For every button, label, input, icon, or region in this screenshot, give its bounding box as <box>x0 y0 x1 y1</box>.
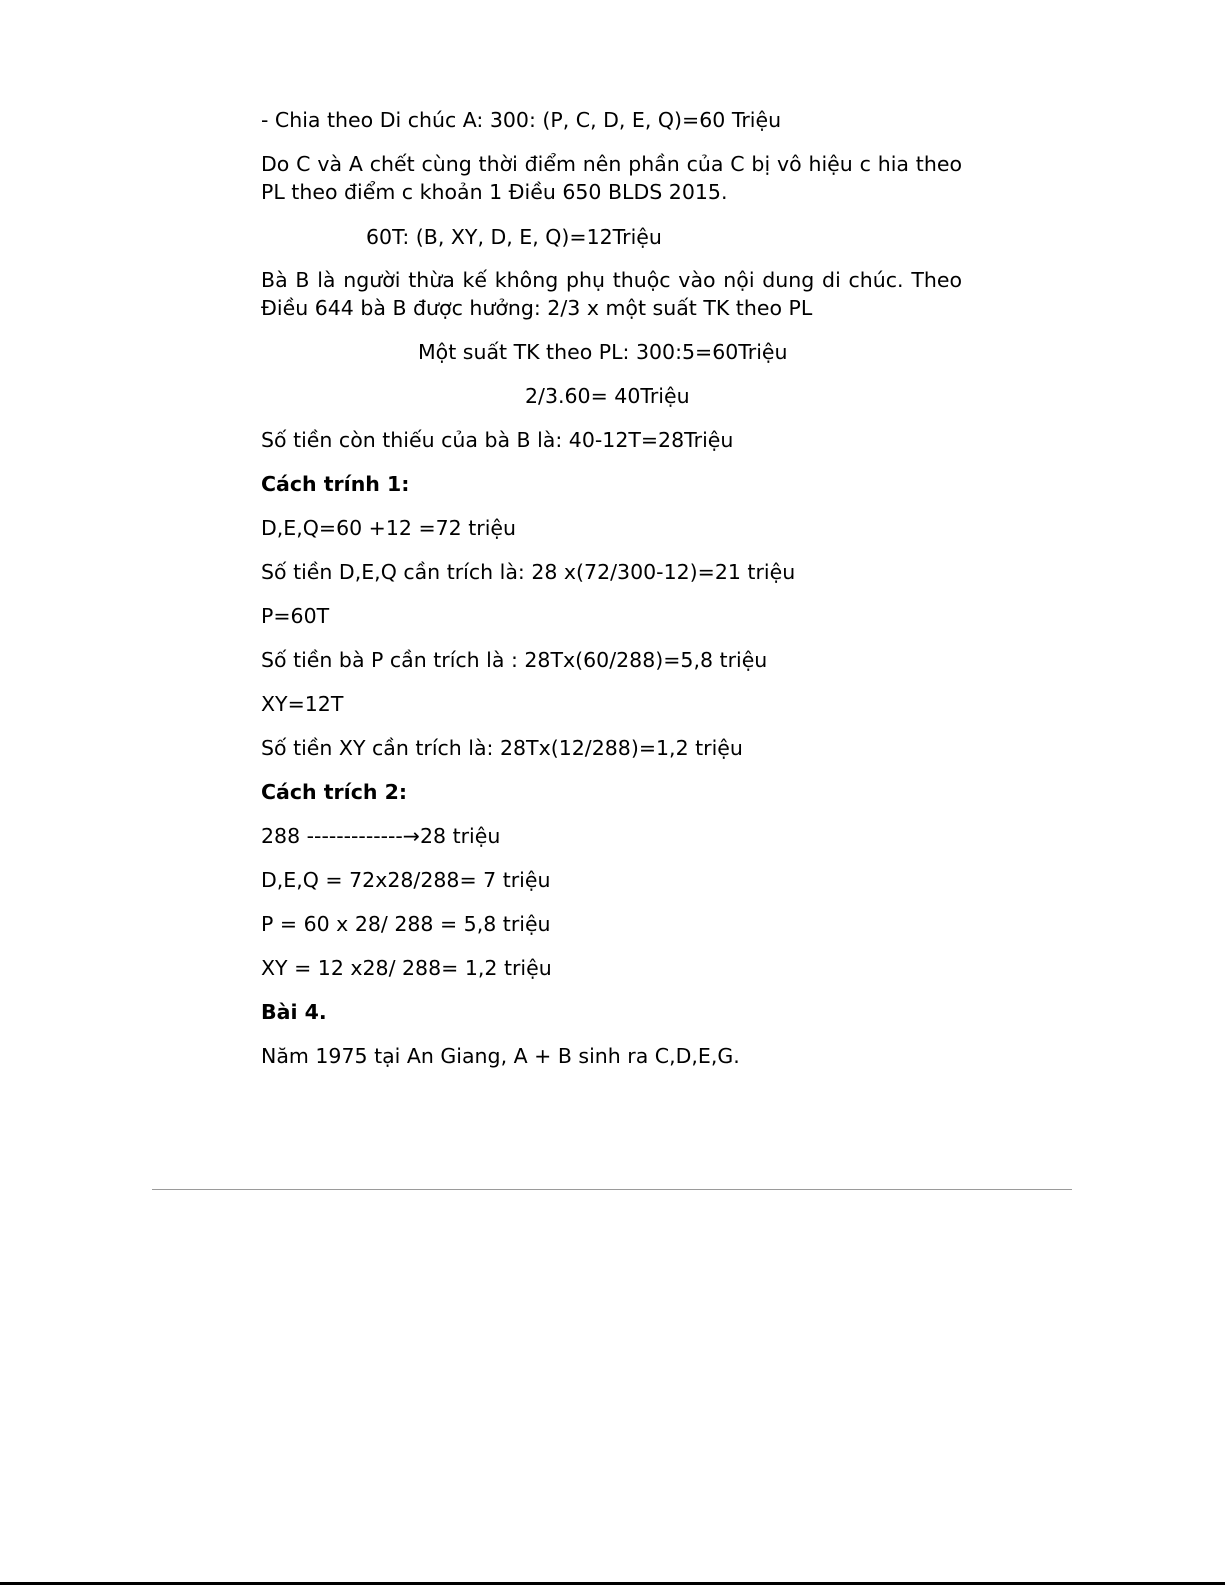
text-paragraph: Bà B là người thừa kế không phụ thuộc vào nội dung di chúc. Theo Điều 644 bà B được hưởng: 2/3 x một suất TK theo PL <box>261 268 962 320</box>
text-line: Năm 1975 tại An Giang, A + B sinh ra C,D,E,G. <box>261 1044 740 1068</box>
text-line: 60T: (B, XY, D, E, Q)=12Triệu <box>366 225 662 249</box>
text-line: D,E,Q = 72x28/288= 7 triệu <box>261 868 551 892</box>
section-heading: Cách trính 1: <box>261 472 410 496</box>
text-line: XY=12T <box>261 692 344 716</box>
text-line: D,E,Q=60 +12 =72 triệu <box>261 516 517 540</box>
text-line: Một suất TK theo PL: 300:5=60Triệu <box>418 340 788 364</box>
document-body <box>261 101 962 1070</box>
text-line: Số tiền D,E,Q cần trích là: 28 x(72/300-12)=21 triệu <box>261 560 796 584</box>
text-line: 2/3.60= 40Triệu <box>525 384 690 408</box>
text-line: XY = 12 x28/ 288= 1,2 triệu <box>261 956 552 980</box>
text-line: 288 -------------→28 triệu <box>261 824 501 848</box>
text-line: Số tiền XY cần trích là: 28Tx(12/288)=1,2 triệu <box>261 736 743 760</box>
text-line: P = 60 x 28/ 288 = 5,8 triệu <box>261 912 551 936</box>
text-line: - Chia theo Di chúc A: 300: (P, C, D, E, Q)=60 Triệu <box>261 108 782 132</box>
section-heading: Cách trích 2: <box>261 780 408 804</box>
text-line: Số tiền còn thiếu của bà B là: 40-12T=28Triệu <box>261 428 734 452</box>
page-divider <box>152 1189 1072 1190</box>
text-paragraph: Do C và A chết cùng thời điểm nên phần của C bị vô hiệu c hia theo PL theo điểm c khoản 1 Điều 650 BLDS 2015. <box>261 152 962 204</box>
section-heading: Bài 4. <box>261 1000 327 1024</box>
text-line: P=60T <box>261 604 330 628</box>
text-line: Số tiền bà P cần trích là : 28Tx(60/288)=5,8 triệu <box>261 648 768 672</box>
